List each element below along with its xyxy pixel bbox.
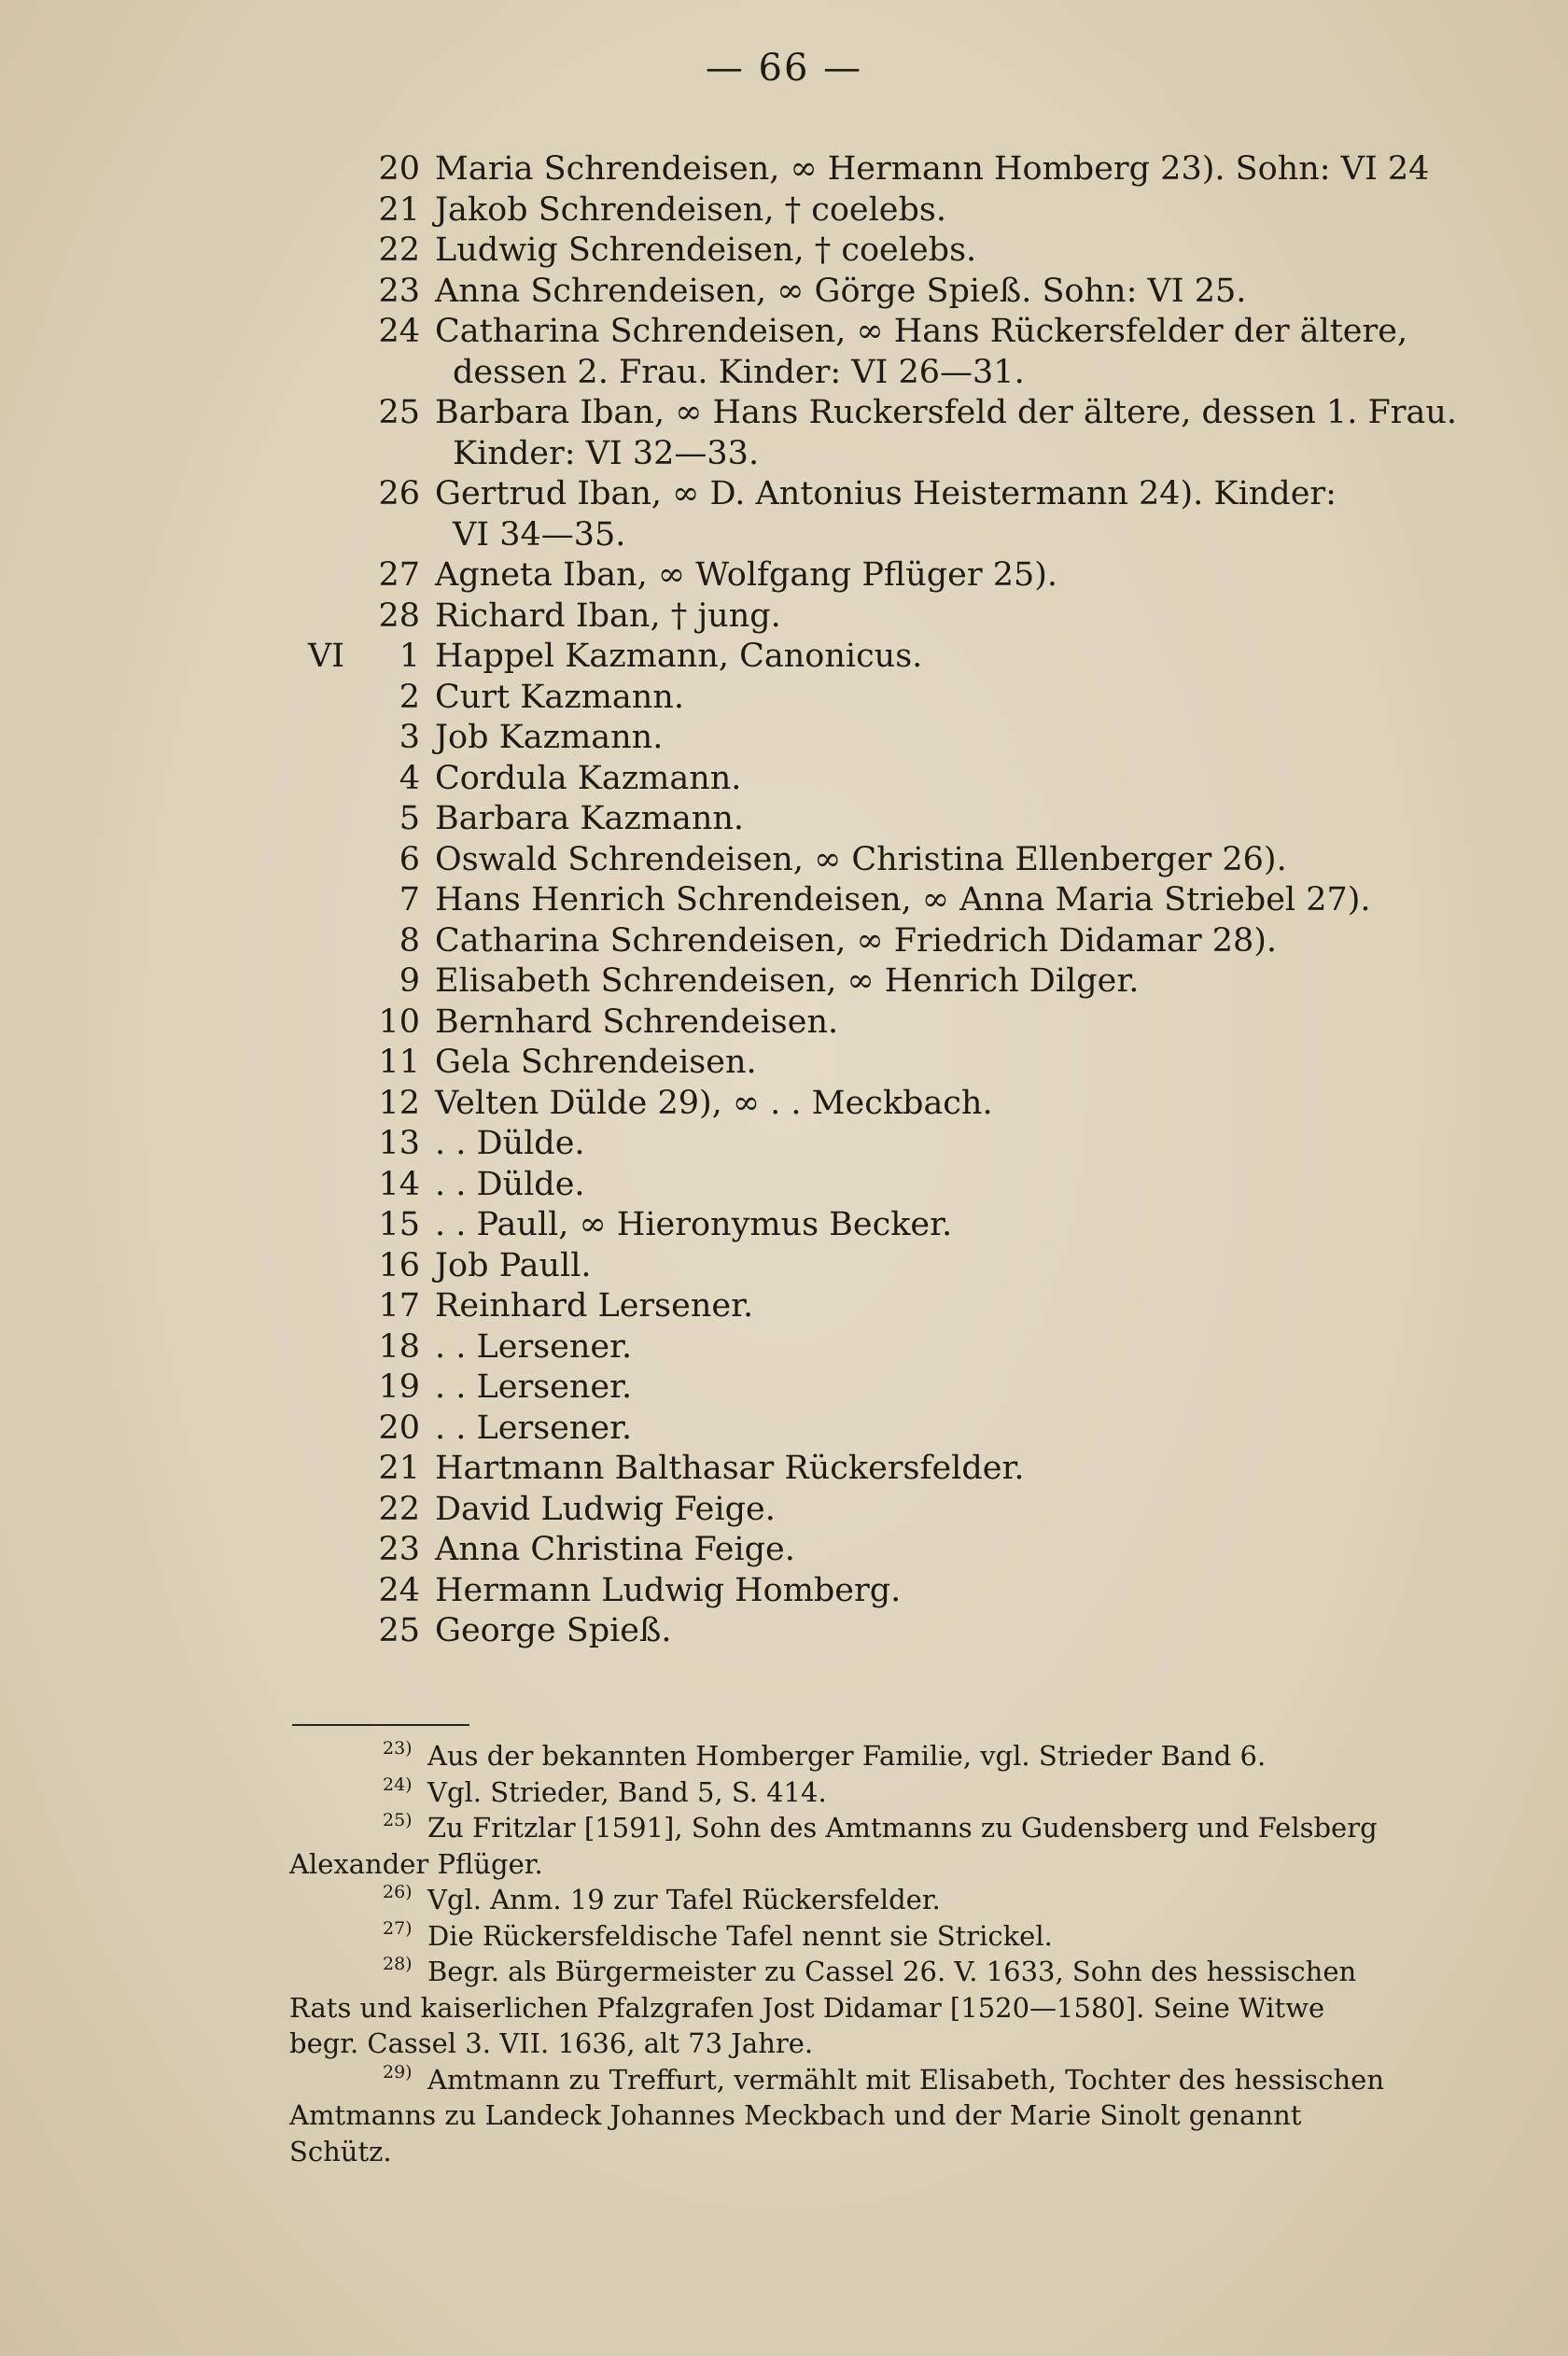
footnote-line <box>0 2097 1568 2134</box>
footnote-line <box>0 1990 1568 2026</box>
entry-row <box>0 1124 1568 1165</box>
footnote-text: Aus der bekannten Homberger Familie, vgl. Strieder Band 6. <box>427 1740 1267 1772</box>
entry-text: Ludwig Schrendeisen, † coelebs. <box>435 231 977 269</box>
entry-number: 20 <box>378 150 420 188</box>
entry-text: Barbara Iban, ∞ Hans Ruckersfeld der ältere, dessen 1. Frau. <box>435 394 1457 431</box>
footnote-text: Begr. als Bürgermeister zu Cassel 26. V. 1633, Sohn des hessischen <box>427 1956 1357 1987</box>
footnote-mark: 23) <box>383 1738 413 1759</box>
entry-text: . . Lersener. <box>435 1409 633 1447</box>
entry-text: Catharina Schrendeisen, ∞ Friedrich Didamar 28). <box>435 921 1278 960</box>
entry-number: 5 <box>399 800 420 837</box>
footnote-text: Alexander Pflüger. <box>289 1847 543 1880</box>
entry-text: Agneta Iban, ∞ Wolfgang Pflüger 25). <box>435 556 1058 594</box>
entry-text: Cordula Kazmann. <box>435 759 742 797</box>
entry-row <box>0 637 1568 678</box>
footnote-line <box>0 1918 1568 1955</box>
entry-number: 28 <box>378 596 420 635</box>
entry-row <box>0 1327 1568 1368</box>
footnote-mark: 27) <box>383 1917 413 1939</box>
entry-number: 26 <box>378 475 420 512</box>
entry-row <box>0 1286 1568 1327</box>
footnote-text: begr. Cassel 3. VII. 1636, alt 73 Jahre. <box>289 2027 814 2059</box>
footnote-text: Rats und kaiserlichen Pfalzgrafen Jost Didamar [1520—1580]. Seine Witwe <box>289 1991 1325 2024</box>
entry-text: Anna Schrendeisen, ∞ Görge Spieß. Sohn: VI 25. <box>435 272 1247 310</box>
entry-number: 27 <box>378 556 420 594</box>
footnote-text: Schütz. <box>289 2135 392 2167</box>
entry-row <box>0 880 1568 921</box>
footnote-mark: 25) <box>383 1810 413 1830</box>
entry-continuation <box>0 434 1568 475</box>
entry-text: . . Lersener. <box>435 1368 633 1406</box>
entry-row <box>0 1003 1568 1044</box>
entry-text: dessen 2. Frau. Kinder: VI 26—31. <box>453 353 1025 391</box>
entry-row <box>0 678 1568 719</box>
entry-row <box>0 1246 1568 1287</box>
entry-text: Catharina Schrendeisen, ∞ Hans Rückersfelder der ältere, <box>435 313 1408 350</box>
entry-text: George Spieß. <box>435 1612 672 1649</box>
entry-text: . . Dülde. <box>435 1165 585 1203</box>
entry-text: Gela Schrendeisen. <box>435 1044 757 1081</box>
entry-text: Happel Kazmann, Canonicus. <box>435 638 923 675</box>
entry-number: 8 <box>399 921 420 960</box>
entry-text: Gertrud Iban, ∞ D. Antonius Heistermann 24). Kinder: <box>435 475 1337 512</box>
entry-row <box>0 1449 1568 1490</box>
footnote-line <box>0 1810 1568 1846</box>
entry-number: 24 <box>378 313 420 350</box>
entry-number: 11 <box>378 1044 420 1081</box>
entry-row <box>0 474 1568 515</box>
entry-row <box>0 1165 1568 1206</box>
footnote-line <box>0 1954 1568 1990</box>
entry-text: Hartmann Balthasar Rückersfelder. <box>435 1450 1025 1487</box>
entry-row <box>0 718 1568 759</box>
footnote-divider <box>292 1724 469 1726</box>
entry-number: 21 <box>378 190 420 229</box>
footnotes <box>0 1738 1568 2169</box>
footnote-text: Amtmanns zu Landeck Johannes Meckbach und der Marie Sinolt genannt <box>289 2099 1302 2131</box>
entry-row <box>0 1205 1568 1246</box>
entry-text: Richard Iban, † jung. <box>435 596 781 635</box>
entry-row <box>0 272 1568 313</box>
footnote-mark: 29) <box>383 2061 413 2083</box>
entry-row <box>0 1043 1568 1084</box>
footnote-line <box>0 1846 1568 1883</box>
entry-number: 7 <box>399 881 420 919</box>
entry-text: Anna Christina Feige. <box>435 1531 795 1568</box>
entry-number: 23 <box>378 1531 420 1568</box>
entry-text: Bernhard Schrendeisen. <box>435 1003 839 1041</box>
entry-row <box>0 1571 1568 1612</box>
entry-row <box>0 555 1568 596</box>
entry-text: . . Lersener. <box>435 1327 633 1366</box>
footnote-line <box>0 1774 1568 1811</box>
entry-row <box>0 1367 1568 1409</box>
footnote-line <box>0 1738 1568 1774</box>
entry-number: 25 <box>378 1612 420 1649</box>
entry-number: 16 <box>378 1246 420 1284</box>
footnote-line <box>0 2062 1568 2098</box>
entry-text: Maria Schrendeisen, ∞ Hermann Homberg 23). Sohn: VI 24 <box>435 150 1430 188</box>
entry-row <box>0 190 1568 231</box>
footnote-line <box>0 2134 1568 2170</box>
entry-row <box>0 1084 1568 1125</box>
entry-number: 4 <box>399 759 420 797</box>
entry-row <box>0 1409 1568 1450</box>
entry-row <box>0 393 1568 434</box>
entry-text: David Ludwig Feige. <box>435 1490 776 1528</box>
entry-text: Job Kazmann. <box>435 719 664 756</box>
entry-text: Curt Kazmann. <box>435 678 684 716</box>
entry-row <box>0 921 1568 962</box>
entry-number: 17 <box>378 1287 420 1325</box>
entry-number: 14 <box>378 1165 420 1203</box>
entry-text: . . Paull, ∞ Hieronymus Becker. <box>435 1206 953 1243</box>
entry-text: Barbara Kazmann. <box>435 800 745 837</box>
footnote-text: Die Rückersfeldische Tafel nennt sie Strickel. <box>427 1919 1053 1952</box>
footnote-mark: 24) <box>383 1774 413 1795</box>
entry-number: 1 <box>399 638 420 675</box>
entry-text: Hans Henrich Schrendeisen, ∞ Anna Maria Striebel 27). <box>435 881 1371 919</box>
entry-number: 21 <box>378 1450 420 1487</box>
entry-continuation <box>0 353 1568 394</box>
entry-number: 13 <box>378 1125 420 1162</box>
entry-row <box>0 1530 1568 1571</box>
entry-row <box>0 149 1568 190</box>
entry-row <box>0 961 1568 1003</box>
entry-number: 2 <box>399 678 420 716</box>
entry-row <box>0 759 1568 800</box>
entry-number: 20 <box>378 1409 420 1447</box>
entry-text: Hermann Ludwig Homberg. <box>435 1571 902 1609</box>
entry-row <box>0 312 1568 353</box>
entry-continuation <box>0 515 1568 556</box>
entry-text: Reinhard Lersener. <box>435 1287 754 1325</box>
entry-number: 25 <box>378 394 420 431</box>
entry-number: 10 <box>378 1003 420 1041</box>
entry-number: 15 <box>378 1206 420 1243</box>
entry-text: Jakob Schrendeisen, † coelebs. <box>435 190 947 229</box>
entry-text: VI 34—35. <box>453 515 626 554</box>
entry-row <box>0 596 1568 638</box>
footnote-text: Amtmann zu Treffurt, vermählt mit Elisabeth, Tochter des hessischen <box>427 2063 1384 2096</box>
entry-number: 9 <box>399 962 420 1000</box>
entry-number: 24 <box>378 1571 420 1609</box>
entry-number: 22 <box>378 231 420 269</box>
entry-text: Job Paull. <box>435 1246 592 1284</box>
page-number: — 66 — <box>705 47 863 90</box>
footnote-text: Vgl. Anm. 19 zur Tafel Rückersfelder. <box>427 1884 941 1915</box>
entry-number: 22 <box>378 1490 420 1528</box>
entry-row <box>0 231 1568 272</box>
entry-text: Elisabeth Schrendeisen, ∞ Henrich Dilger. <box>435 962 1140 1000</box>
entry-text: Velten Dülde 29), ∞ . . Meckbach. <box>435 1084 993 1122</box>
entry-text: Oswald Schrendeisen, ∞ Christina Ellenberger 26). <box>435 840 1287 878</box>
entry-row <box>0 840 1568 881</box>
entry-text: . . Dülde. <box>435 1125 585 1162</box>
footnote-text: Vgl. Strieder, Band 5, S. 414. <box>427 1775 827 1808</box>
entry-text: Kinder: VI 32—33. <box>453 434 760 472</box>
entry-row <box>0 1490 1568 1531</box>
entry-row <box>0 799 1568 840</box>
entry-number: 3 <box>399 719 420 756</box>
entry-number: 23 <box>378 272 420 310</box>
footnote-text: Zu Fritzlar [1591], Sohn des Amtmanns zu Gudensberg und Felsberg <box>427 1812 1378 1844</box>
footnote-line <box>0 2026 1568 2062</box>
entry-row <box>0 1611 1568 1652</box>
entry-number: 6 <box>399 840 420 878</box>
footnote-line <box>0 1882 1568 1918</box>
footnote-mark: 26) <box>383 1882 413 1902</box>
generation-label: VI <box>308 638 345 675</box>
entry-number: 12 <box>378 1084 420 1122</box>
entry-number: 18 <box>378 1327 420 1366</box>
genealogy-entries <box>0 149 1568 1652</box>
entry-number: 19 <box>378 1368 420 1406</box>
footnote-mark: 28) <box>383 1954 413 1974</box>
